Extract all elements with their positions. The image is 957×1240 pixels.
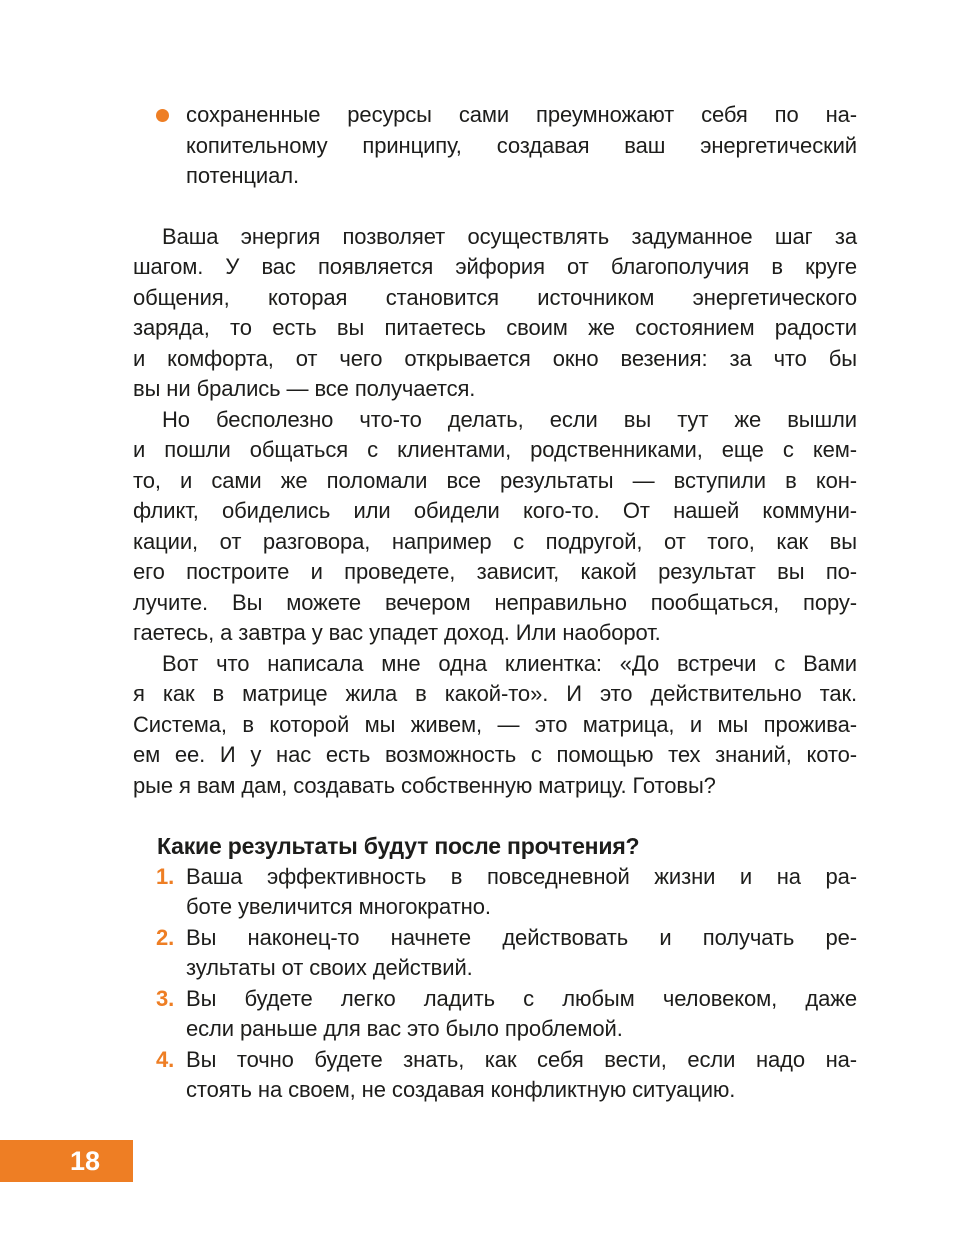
paragraph-matrix: Вот что написала мне одна клиентка: «До встречи с Вами я как в матрице жила в какой-то». И это действительно так. Система, в которой мы живем, — это матрица, и мы прожива- ем ее. И у нас есть возможность с помощью тех знаний, кото- рые я вам дам, создавать собственную матрицу. Готовы? xyxy=(133,650,857,798)
numbered-item-text-4: Вы точно будете знать, как себя вести, если надо на- стоять на своем, не создавая конфликтную ситуацию. xyxy=(186,1046,857,1102)
paragraph-communication: Но бесполезно что-то делать, если вы тут же вышли и пошли общаться с клиентами, родственниками, еще с кем- то, и сами же поломали все результаты — вступили в кон- фликт, обиделись или обидели кого-то. От нашей коммуни- кации, от разговора, например с подругой, от того, как вы его построите и проведете, зависит, какой результат вы по- лучите. Вы можете вечером неправильно пообщаться, пору- гаетесь, а завтра у вас упадет доход. Или наоборот. xyxy=(133,406,857,645)
numbered-list-item-3 xyxy=(133,984,857,1045)
list-number-4: 4. xyxy=(156,1046,175,1072)
paragraph-energy: Ваша энергия позволяет осуществлять задуманное шаг за шагом. У вас появляется эйфория от благополучия в круге общения, которая становится источником энергетического заряда, то есть вы питаетесь своим же состоянием радости и комфорта, от чего открывается окно везения: за что бы вы ни брались — все получается. xyxy=(133,223,857,401)
list-number-3: 3. xyxy=(156,985,175,1011)
numbered-item-text-2: Вы наконец-то начнете действовать и получать ре- зультаты от своих действий. xyxy=(186,924,857,980)
list-number-2: 2. xyxy=(156,924,175,950)
section-heading: Какие результаты будут после прочтения? xyxy=(157,833,640,859)
page-number: 18 xyxy=(69,1146,100,1176)
numbered-list-item-1 xyxy=(133,862,857,923)
numbered-item-text-1: Ваша эффективность в повседневной жизни и на ра- боте увеличится многократно. xyxy=(186,863,857,919)
bullet-item-text: сохраненные ресурсы сами преумножают себя по на- копительному принципу, создавая ваш энергетический потенциал. xyxy=(186,102,857,188)
numbered-list-item-4 xyxy=(133,1045,857,1106)
list-number-1: 1. xyxy=(156,863,175,889)
bullet-list-item xyxy=(133,100,857,192)
numbered-item-text-3: Вы будете легко ладить с любым человеком, даже если раньше для вас это было проблемой. xyxy=(186,985,857,1041)
numbered-list-item-2 xyxy=(133,923,857,984)
bullet-dot-icon xyxy=(156,109,169,122)
page-number-badge xyxy=(0,1140,133,1182)
text-column xyxy=(133,100,857,1106)
